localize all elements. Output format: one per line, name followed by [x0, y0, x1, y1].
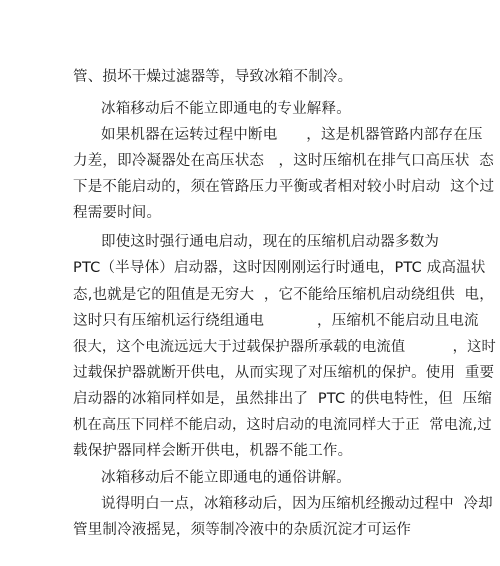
- text-line: 如果机器在运转过程中断电 ，这是机器管路内部存在压: [101, 127, 483, 143]
- text-line: 力差，即冷凝器处在高压状态 ，这时压缩机在排气口高压状 态: [73, 153, 494, 169]
- text-line: 过载保护器就断开供电，从而实现了对压缩机的保护。使用 重要: [73, 365, 495, 381]
- text-line: 启动器的冰箱同样如是，虽然排出了 PTC 的供电特性，但 压缩: [73, 391, 493, 407]
- text-line: 冰箱移动后不能立即通电的专业解释。: [101, 101, 351, 117]
- text-line: 冰箱移动后不能立即通电的通俗讲解。: [101, 470, 351, 486]
- text-line: 管、损坏干燥过滤器等，导致冰箱不制冷。: [73, 69, 353, 85]
- text-line: 机在高压下同样不能启动，这时启动的电流同样大于正 常电流,过: [73, 417, 492, 433]
- text-line: 说得明白一点，冰箱移动后，因为压缩机经搬动过程中 冷却: [101, 496, 493, 512]
- text-line: 程需要时间。: [73, 205, 162, 221]
- text-line: 下是不能启动的，须在管路压力平衡或者相对较小时启动 这个过: [73, 179, 495, 195]
- text-line: 很大，这个电流远远大于过载保护器所承载的电流值 ，这时: [73, 339, 496, 355]
- text-line: PTC（半导体）启动器，这时因刚刚运行时通电，PTC 成高温状: [73, 260, 486, 276]
- text-line: 这时只有压缩机运行绕组通电 ，压缩机不能启动且电流: [73, 313, 479, 329]
- text-line: 管里制冷液摇晃，须等制冷液中的杂质沉淀才可运作: [73, 522, 412, 538]
- text-line: 载保护器同样会断开供电，机器不能工作。: [73, 443, 353, 459]
- text-line: 态,也就是它的阻值是无穷大 ，它不能给压缩机启动绕组供 电，: [73, 287, 494, 303]
- text-line: 即使这时强行通电启动，现在的压缩机启动器多数为: [101, 234, 440, 250]
